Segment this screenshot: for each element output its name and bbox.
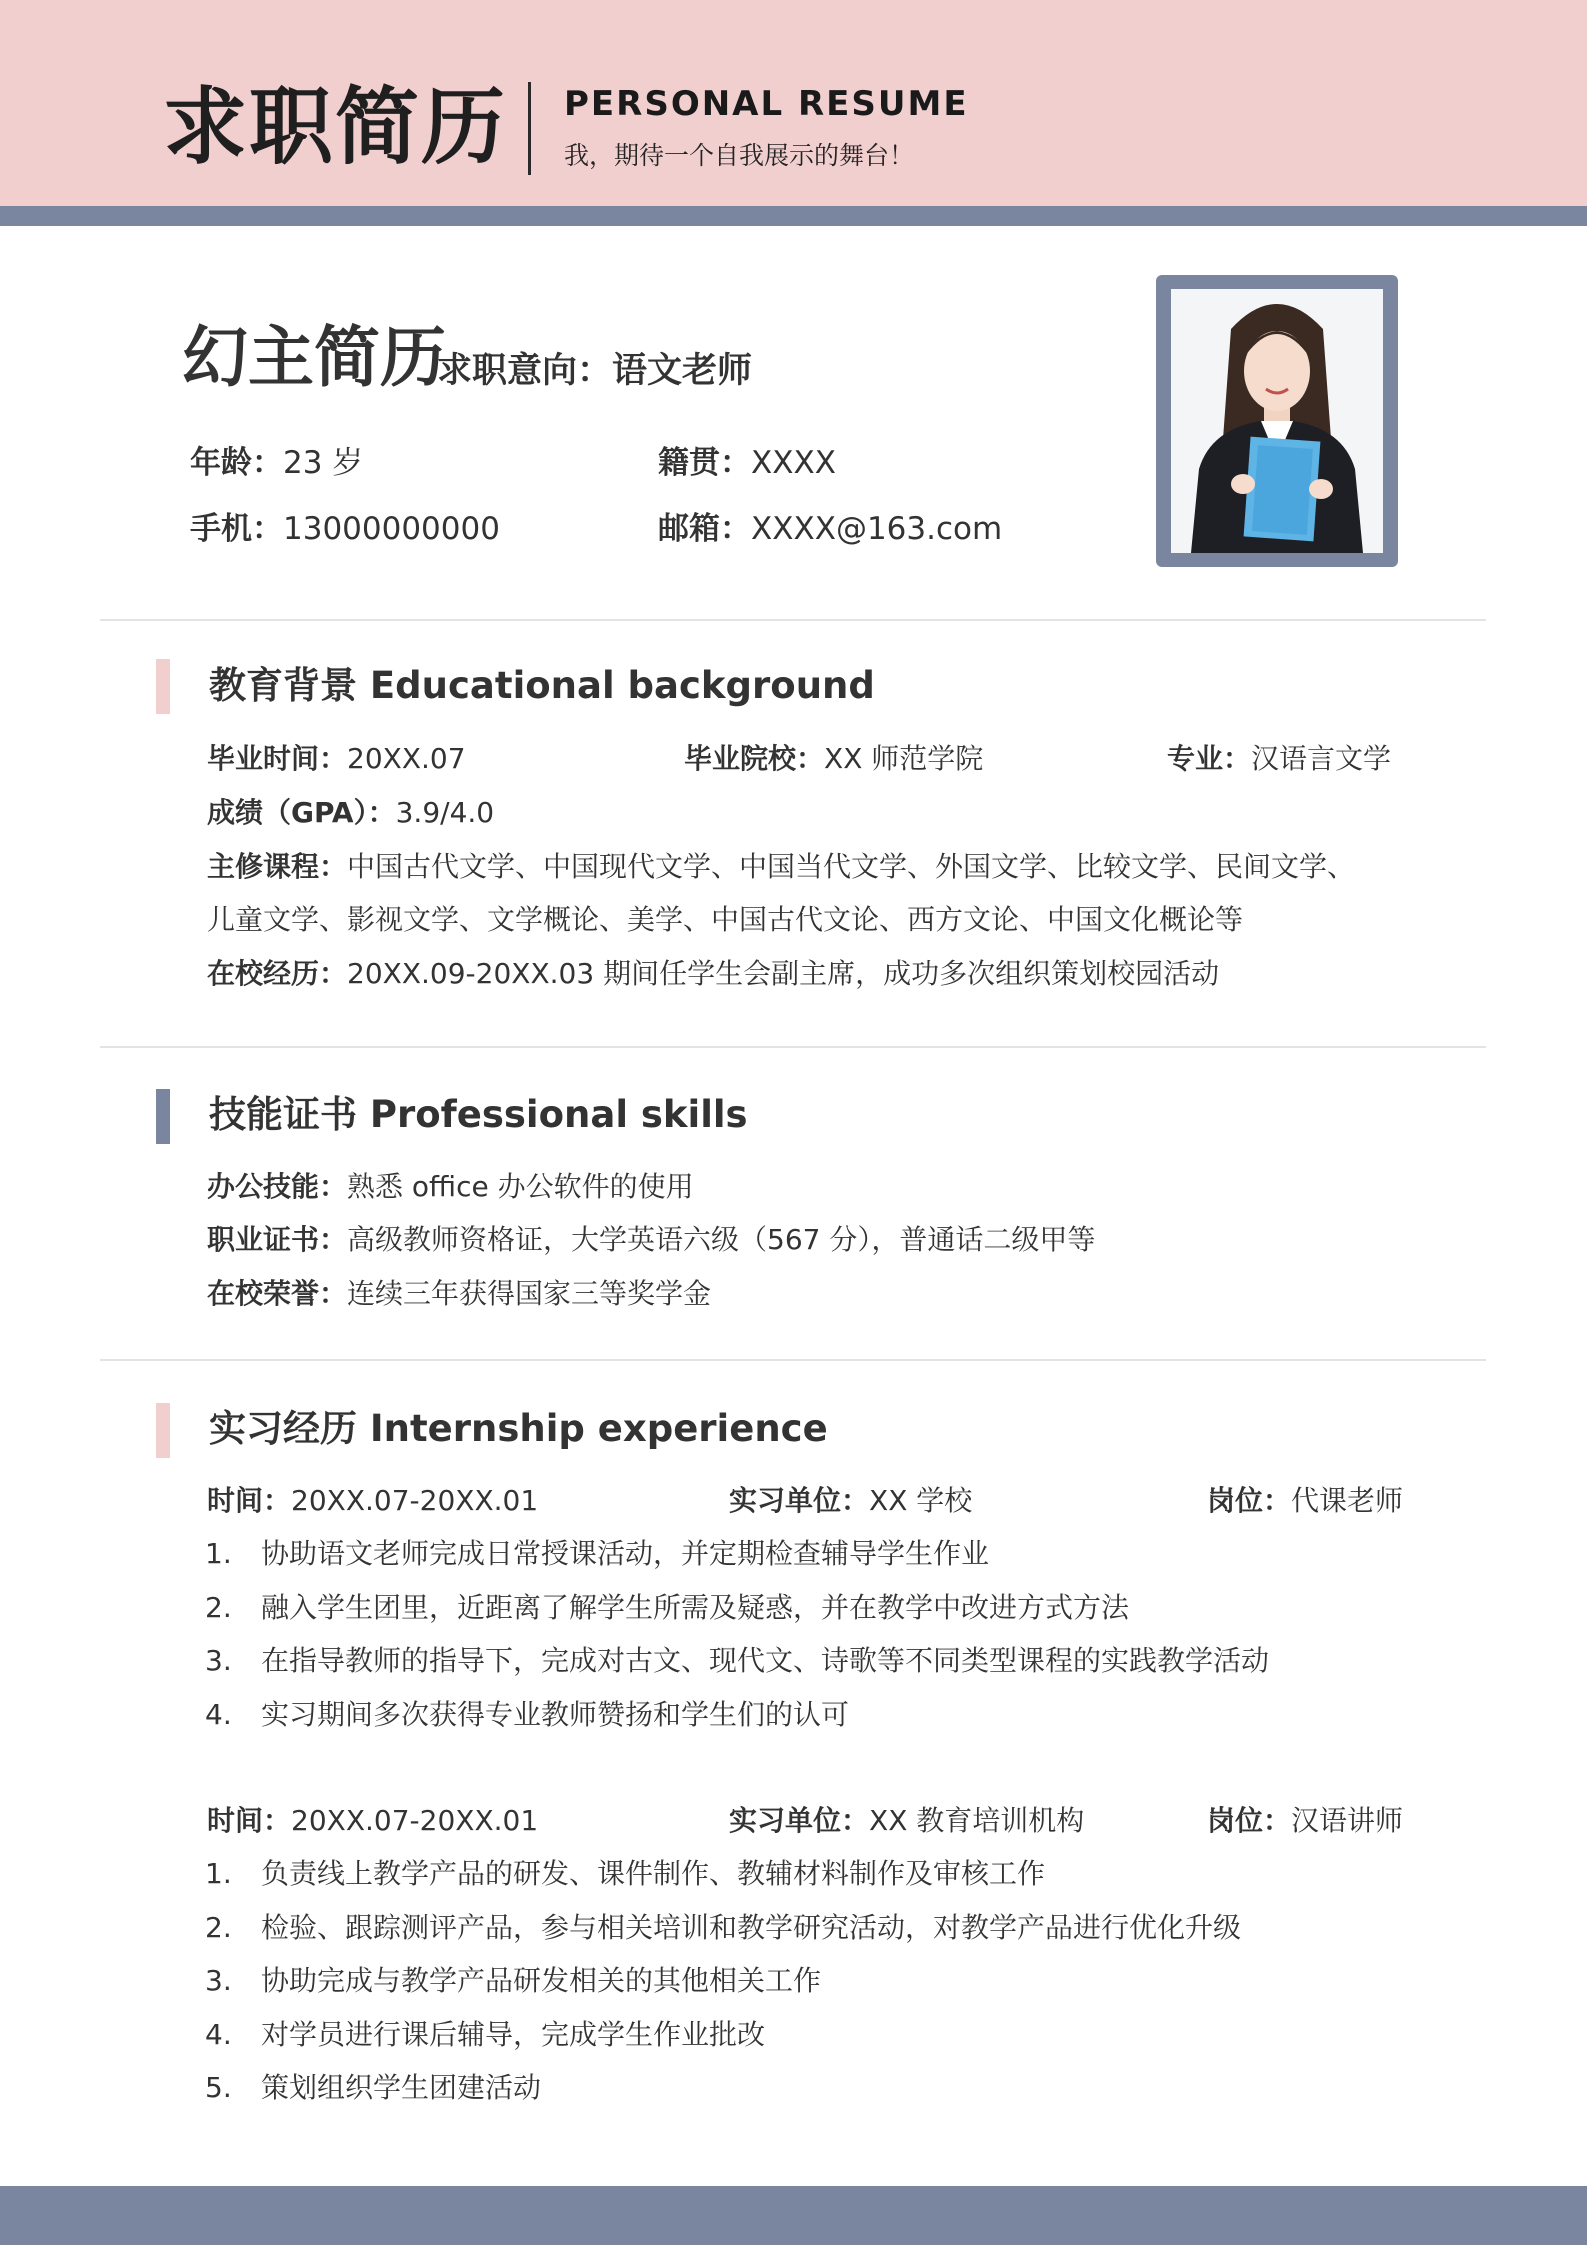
- native-place-field: [658, 441, 836, 485]
- list-item: 1. 协助语文老师完成日常授课活动，并定期检查辅导学生作业: [205, 1537, 990, 1570]
- divider: [100, 619, 1486, 621]
- section-marker: [156, 1089, 170, 1144]
- portrait-photo: [1171, 289, 1383, 553]
- campus-experience: 在校经历：20XX.09-20XX.03 期间任学生会副主席，成功多次组织策划校园活动: [207, 957, 1220, 990]
- age-field: [190, 441, 363, 485]
- list-item: 2. 检验、跟踪测评产品，参与相关培训和教学研究活动，对教学产品进行优化升级: [205, 1911, 1242, 1944]
- job-time: 时间：20XX.07-20XX.01: [207, 1484, 539, 1517]
- list-item: 4. 对学员进行课后辅导，完成学生作业批改: [205, 2018, 766, 2051]
- footer-band: [0, 2186, 1587, 2245]
- job-time: 时间：20XX.07-20XX.01: [207, 1804, 539, 1837]
- list-item: 1. 负责线上教学产品的研发、课件制作、教辅材料制作及审核工作: [205, 1857, 1046, 1890]
- major: 专业：汉语言文学: [1167, 742, 1392, 775]
- banner-divider: [528, 82, 531, 175]
- section-title-internship: 实习经历 Internship experience: [209, 1407, 828, 1450]
- section-title-education: 教育背景 Educational background: [209, 664, 875, 707]
- list-item: 3. 在指导教师的指导下，完成对古文、现代文、诗歌等不同类型课程的实践教学活动: [205, 1644, 1270, 1677]
- portrait-illustration: [1171, 289, 1383, 553]
- header-accent-strip: [0, 206, 1587, 226]
- job-unit: 实习单位：XX 学校: [729, 1484, 973, 1517]
- list-item: 5. 策划组织学生团建活动: [205, 2071, 542, 2104]
- job-post: 岗位：汉语讲师: [1207, 1804, 1404, 1837]
- native-place-value: XXXX: [751, 445, 836, 481]
- divider: [100, 1046, 1486, 1048]
- graduation-time: 毕业时间：20XX.07: [207, 742, 466, 775]
- list-item: 3. 协助完成与教学产品研发相关的其他相关工作: [205, 1964, 822, 1997]
- list-item: 2. 融入学生团里，近距离了解学生所需及疑惑，并在教学中改进方式方法: [205, 1591, 1130, 1624]
- banner-subtitle: PERSONAL RESUME: [564, 84, 969, 124]
- email-label: 邮箱：: [658, 511, 751, 547]
- age-label: 年龄：: [190, 445, 283, 481]
- major-courses: 主修课程：中国古代文学、中国现代文学、中国当代文学、外国文学、比较文学、民间文学、: [207, 850, 1356, 883]
- certificates: 职业证书：高级教师资格证，大学英语六级（567 分），普通话二级甲等: [207, 1223, 1096, 1256]
- major-courses-continued: 儿童文学、影视文学、文学概论、美学、中国古代文论、西方文论、中国文化概论等: [207, 903, 1244, 936]
- portrait-frame: [1156, 275, 1398, 567]
- native-place-label: 籍贯：: [658, 445, 751, 481]
- phone-value: 13000000000: [283, 511, 500, 547]
- email-value: XXXX@163.com: [751, 511, 1003, 547]
- candidate-name: 幻主简历: [182, 319, 446, 396]
- section-marker: [156, 1403, 170, 1458]
- phone-field: [190, 507, 500, 551]
- banner-title: 求职简历: [163, 78, 508, 176]
- office-skills: 办公技能：熟悉 office 办公软件的使用: [207, 1170, 694, 1203]
- job-unit: 实习单位：XX 教育培训机构: [729, 1804, 1085, 1837]
- divider: [100, 1359, 1486, 1361]
- banner-slogan: 我，期待一个自我展示的舞台！: [564, 141, 915, 170]
- campus-honors: 在校荣誉：连续三年获得国家三等奖学金: [207, 1277, 712, 1310]
- graduation-school: 毕业院校：XX 师范学院: [684, 742, 984, 775]
- email-field: [658, 507, 1002, 551]
- section-title-skills: 技能证书 Professional skills: [209, 1093, 748, 1136]
- job-intent: 求职意向：语文老师: [437, 351, 753, 391]
- age-value: 23 岁: [283, 445, 364, 481]
- phone-label: 手机：: [190, 511, 283, 547]
- section-marker: [156, 659, 170, 714]
- job-post: 岗位：代课老师: [1207, 1484, 1404, 1517]
- list-item: 4. 实习期间多次获得专业教师赞扬和学生们的认可: [205, 1698, 850, 1731]
- gpa: 成绩（GPA）：3.9/4.0: [207, 796, 495, 829]
